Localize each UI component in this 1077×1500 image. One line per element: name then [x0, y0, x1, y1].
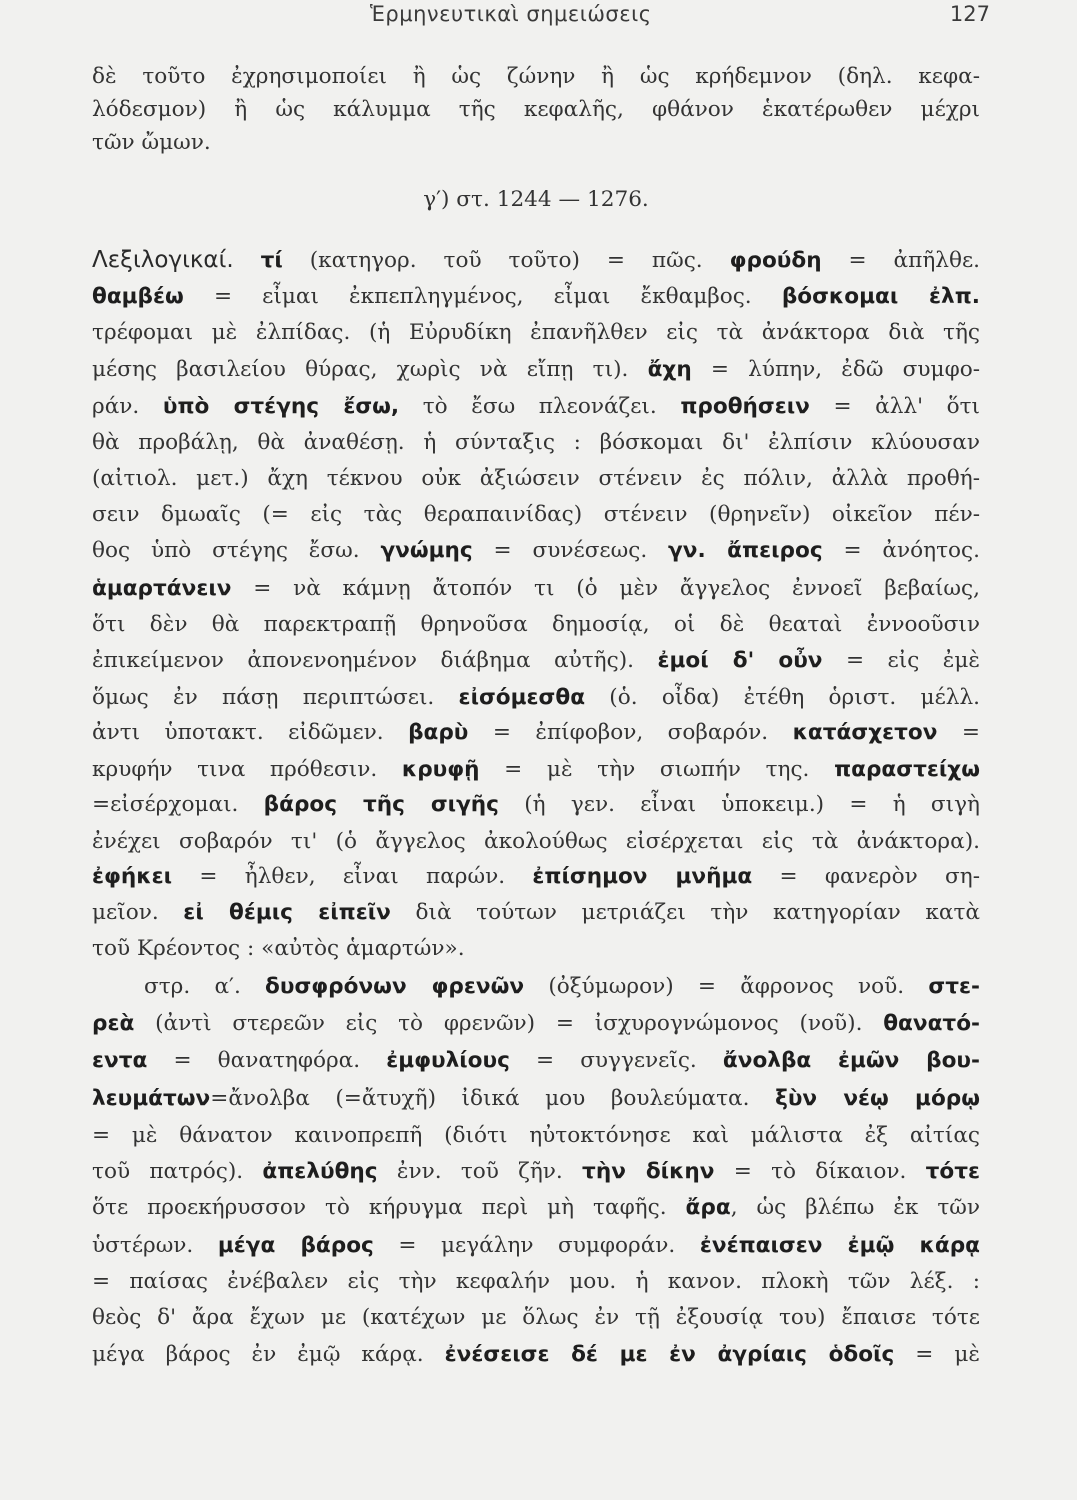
text-line: ὑστέρων. μέγα βάρος = μεγάλην συμφοράν. ἐνέπαισεν ἐμῷ κάρᾳ: [92, 1233, 980, 1258]
text-line: θαμβέω = εἶμαι ἐκπεπληγμένος, εἶμαι ἔκθαμβος. βόσκομαι ἐλπ.: [92, 284, 980, 309]
text-line: μέγα βάρος ἐν ἐμῷ κάρᾳ. ἐνέσεισε δέ με ἐν ἀγρίαις ὁδοῖς = μὲ: [92, 1342, 980, 1367]
text-line: Λεξιλογικαί. τί (κατηγορ. τοῦ τοῦτο) = πῶς. φρούδη = ἀπῆλθε.: [92, 247, 980, 273]
text-line: ράν. ὑπὸ στέγης ἔσω, τὸ ἔσω πλεονάζει. προθήσειν = ἀλλ' ὅτι: [92, 394, 981, 419]
text-line: ἁμαρτάνειν = νὰ κάμνῃ ἄτοπόν τι (ὁ μὲν ἄγγελος ἐννοεῖ βεβαίως,: [92, 576, 980, 601]
text-line: μέσης βασιλείου θύρας, χωρὶς νὰ εἴπῃ τι). ἄχη = λύπην, ἐδῶ συμφο-: [92, 357, 980, 382]
text-line: λόδεσμον) ἢ ὡς κάλυμμα τῆς κεφαλῆς, φθάνον ἑκατέρωθεν μέχρι: [92, 97, 980, 122]
text-line: θὰ προβάλῃ, θὰ ἀναθέσῃ. ἡ σύνταξις : βόσκομαι δι' ἐλπίσιν κλύουσαν: [92, 430, 980, 455]
text-line: μεῖον. εἰ θέμις εἰπεῖν διὰ τούτων μετριάζει τὴν κατηγορίαν κατὰ: [92, 900, 980, 925]
text-line: ἐπικείμενον ἀπονενοημένον διάβημα αὐτῆς). ἐμοί δ' οὖν = εἰς ἐμὲ: [92, 648, 980, 673]
text-line: δὲ τοῦτο ἐχρησιμοποίει ἢ ὡς ζώνην ἢ ὡς κρήδεμνον (δηλ. κεφα-: [92, 64, 980, 89]
text-line: γ′) στ. 1244 — 1276.: [423, 187, 649, 212]
text-line: τοῦ Κρέοντος : «αὐτὸς ἁμαρτών».: [92, 936, 465, 961]
text-line: κρυφήν τινα πρόθεσιν. κρυφῇ = μὲ τὴν σιωπήν της. παραστείχω: [92, 757, 980, 782]
text-line: ὅμως ἐν πάσῃ περιπτώσει. εἰσόμεσθα (ὁ. οἶδα) ἐτέθη ὁριστ. μέλλ.: [92, 685, 980, 710]
text-line: ὅτι δὲν θὰ παρεκτραπῇ θρηνοῦσα δημοσίᾳ, οἱ δὲ θεαταὶ ἐννοοῦσιν: [92, 612, 980, 637]
text-line: = μὲ θάνατον καινοπρεπῆ (διότι ηὐτοκτόνησε καὶ μάλιστα ἐξ αἰτίας: [92, 1123, 980, 1148]
page-number: 127: [949, 2, 990, 26]
text-line: =εἰσέρχομαι. βάρος τῆς σιγῆς (ἡ γεν. εἶναι ὑποκειμ.) = ἡ σιγὴ: [92, 792, 980, 817]
text-line: τῶν ὤμων.: [92, 130, 211, 155]
text-line: σειν δμωαῖς (= εἰς τὰς θεραπαινίδας) στένειν (θρηνεῖν) οἰκεῖον πέν-: [92, 502, 980, 527]
text-line: θος ὑπὸ στέγης ἔσω. γνώμης = συνέσεως. γν. ἄπειρος = ἀνόητος.: [92, 538, 980, 563]
running-title: Ἑρμηνευτικαὶ σημειώσεις: [370, 2, 652, 26]
text-line: ὅτε προεκήρυσσον τὸ κήρυγμα περὶ μὴ ταφῆς. ἄρα, ὡς βλέπω ἐκ τῶν: [92, 1195, 980, 1220]
text-line: τρέφομαι μὲ ἐλπίδας. (ἡ Εὐρυδίκη ἐπανῆλθεν εἰς τὰ ἀνάκτορα διὰ τῆς: [92, 320, 980, 345]
text-line: εντα = θανατηφόρα. ἐμφυλίους = συγγενεῖς. ἄνολβα ἐμῶν βου-: [92, 1048, 980, 1073]
text-line: ρεὰ (ἀντὶ στερεῶν εἰς τὸ φρενῶν) = ἰσχυρογνώμονος (νοῦ). θανατό-: [92, 1011, 980, 1036]
text-line: ἐνέχει σοβαρόν τι' (ὁ ἄγγελος ἀκολούθως εἰσέρχεται εἰς τὰ ἀνάκτορα).: [92, 829, 980, 854]
text-line: θεὸς δ' ἄρα ἔχων με (κατέχων με ὅλως ἐν τῇ ἐξουσίᾳ του) ἔπαισε τότε: [92, 1305, 980, 1330]
text-line: ἀντι ὑποτακτ. εἰδῶμεν. βαρὺ = ἐπίφοβον, σοβαρόν. κατάσχετον =: [92, 720, 980, 745]
running-header: [90, 2, 990, 34]
text-line: = παίσας ἐνέβαλεν εἰς τὴν κεφαλήν μου. ἡ κανον. πλοκὴ τῶν λέξ. :: [92, 1269, 980, 1294]
text-line: (αἰτιολ. μετ.) ἄχη τέκνου οὐκ ἀξιώσειν στένειν ἐς πόλιν, ἀλλὰ προθή-: [92, 466, 980, 491]
text-line: λευμάτων=ἄνολβα (=ἄτυχῆ) ἰδικά μου βουλεύματα. ξὺν νέῳ μόρῳ: [92, 1086, 980, 1111]
text-line: τοῦ πατρός). ἀπελύθης ἐνν. τοῦ ζῆν. τὴν δίκην = τὸ δίκαιον. τότε: [92, 1159, 980, 1184]
text-line: στρ. α′. δυσφρόνων φρενῶν (ὀξύμωρον) = ἄφρονος νοῦ. στε-: [144, 974, 980, 999]
text-line: ἐφήκει = ἦλθεν, εἶναι παρών. ἐπίσημον μνῆμα = φανερὸν ση-: [92, 864, 980, 889]
